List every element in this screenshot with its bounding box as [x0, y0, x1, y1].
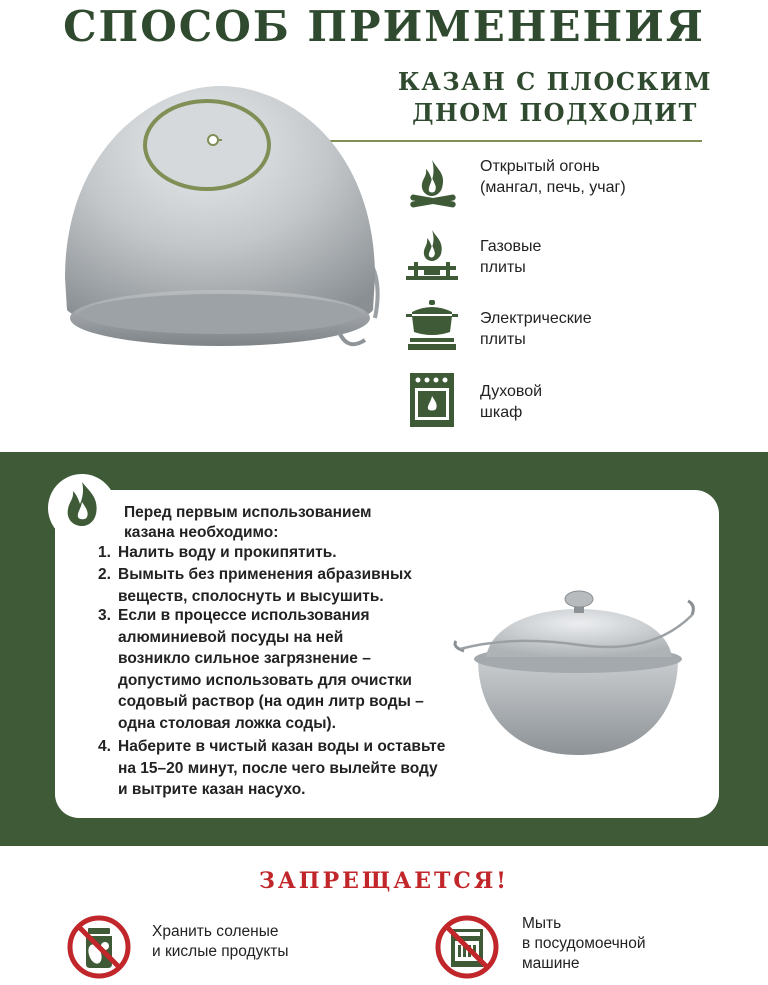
suitable-open-fire	[404, 156, 744, 216]
suitable-oven	[404, 371, 744, 431]
campfire-icon	[404, 156, 460, 212]
kazan-with-lid-image	[452, 585, 704, 761]
forbidden-title: ЗАПРЕЩАЕТСЯ!	[259, 868, 509, 894]
forbidden-dishwasher	[434, 914, 734, 980]
fire-badge-icon	[44, 470, 120, 546]
step-4: 4. Наберите в чистый казан воды и оставьте на 15–20 минут, после чего вылейте воду и вытрите казан насухо.	[98, 738, 446, 798]
step-2: 2. Вымыть без применения абразивных веществ, сполоснуть и высушить.	[98, 566, 412, 605]
suitable-text: Духовой шкаф	[480, 383, 543, 421]
no-pickles-icon	[66, 914, 132, 980]
electric-stove-icon	[404, 298, 460, 354]
suitable-electric-stove	[404, 298, 744, 358]
suitable-gas-stove	[404, 226, 744, 286]
forbidden-text: Хранить соленые и кислые продукты	[152, 923, 289, 960]
suitable-text: Газовые плиты	[480, 238, 542, 276]
flat-bottom-circle	[145, 101, 269, 189]
subtitle	[390, 66, 720, 128]
no-dishwasher-icon	[434, 914, 500, 980]
subtitle-line-2: ДНОМ ПОДХОДИТ	[412, 98, 698, 127]
suitable-text: Электрические плиты	[480, 310, 592, 348]
kazan-bottom-image	[55, 78, 395, 378]
gas-stove-icon	[404, 226, 460, 282]
suitable-text: Открытый огонь (мангал, печь, учаг)	[480, 158, 626, 196]
subtitle-line-1: КАЗАН С ПЛОСКИМ	[397, 67, 713, 96]
oven-icon	[404, 371, 460, 427]
step-3: 3. Если в процессе использования алюминиевой посуды на ней возникло сильное загрязнение – допустимо использовать для очистки содовый раствор (на один литр воды – одна столовая ложка соды).	[98, 607, 424, 732]
forbidden-pickles	[66, 914, 366, 980]
step-1: 1. Налить воду и прокипятить.	[98, 544, 337, 561]
instructions-intro: Перед первым использованием казана необходимо:	[124, 504, 372, 541]
callout-dot	[208, 135, 218, 145]
page-title: СПОСОБ ПРИМЕНЕНИЯ	[63, 2, 705, 51]
forbidden-text: Мыть в посудомоечной машине	[522, 915, 646, 972]
